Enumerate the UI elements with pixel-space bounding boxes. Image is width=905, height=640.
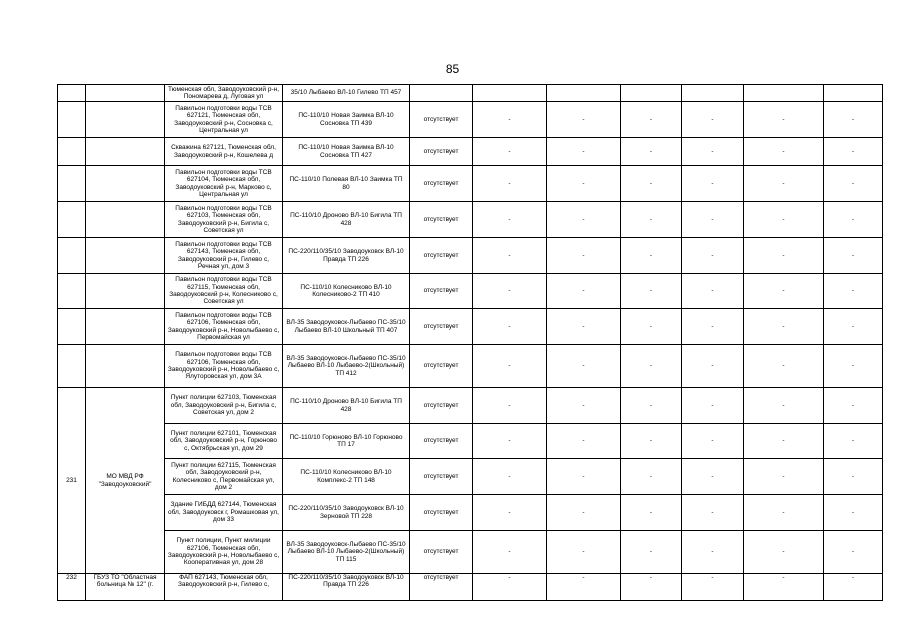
row-number-cell: 232 — [58, 574, 86, 601]
table-row — [58, 202, 883, 238]
organization-cell — [86, 345, 165, 388]
row-number-cell — [58, 138, 86, 166]
value-cell: - — [682, 345, 744, 388]
reserve-source-cell: отсутствует — [410, 459, 473, 495]
reserve-source-cell: отсутствует — [410, 102, 473, 138]
organization-cell — [86, 166, 165, 202]
value-cell: - — [824, 345, 883, 388]
value-cell: - — [621, 424, 682, 459]
power-source-cell: ПС-110/10 Полевая ВЛ-10 Заимка ТП 80 — [283, 166, 410, 202]
value-cell: - — [621, 202, 682, 238]
value-cell: - — [621, 102, 682, 138]
table-row — [58, 531, 883, 574]
value-cell: - — [621, 531, 682, 574]
organization-cell — [86, 309, 165, 345]
value-cell: - — [682, 238, 744, 274]
power-source-cell: ПС-220/110/35/10 Заводоуковск ВЛ-10 Правда ТП 226 — [283, 574, 410, 601]
value-cell: - — [682, 309, 744, 345]
value-cell: - — [682, 424, 744, 459]
object-address-cell: Павильон подготовки воды ТСВ 627103, Тюменская обл, Заводоуковский р-н, Бигила с, Советская ул — [165, 202, 283, 238]
value-cell: - — [744, 202, 824, 238]
value-cell: - — [824, 138, 883, 166]
value-cell: - — [547, 202, 621, 238]
page-number: 85 — [445, 62, 460, 76]
power-source-cell: ВЛ-35 Заводоуковск-Лыбаево ПС-35/10 Лыбаево ВЛ-10 Лыбаево-2(Школьный) ТП 115 — [283, 531, 410, 574]
value-cell: - — [473, 274, 547, 309]
value-cell: - — [621, 166, 682, 202]
value-cell: - — [473, 102, 547, 138]
organization-cell — [86, 102, 165, 138]
power-source-cell: ПС-220/110/35/10 Заводоуковск ВЛ-10 Зерновой ТП 228 — [283, 495, 410, 531]
table-row — [58, 102, 883, 138]
value-cell: - — [744, 531, 824, 574]
value-cell: - — [621, 574, 682, 601]
value-cell: - — [621, 388, 682, 424]
table-row — [58, 309, 883, 345]
value-cell: - — [824, 459, 883, 495]
value-cell — [682, 85, 744, 102]
value-cell: - — [473, 424, 547, 459]
value-cell: - — [621, 495, 682, 531]
data-table — [57, 84, 883, 601]
value-cell: - — [744, 238, 824, 274]
value-cell: - — [744, 274, 824, 309]
object-address-cell: Пункт полиции 627101, Тюменская обл, Заводоуковский р-н, Горюново с, Октябрьская ул, дом 29 — [165, 424, 283, 459]
value-cell: - — [621, 459, 682, 495]
value-cell: - — [682, 574, 744, 601]
reserve-source-cell: отсутствует — [410, 166, 473, 202]
value-cell: - — [547, 238, 621, 274]
value-cell: - — [744, 388, 824, 424]
table-row — [58, 495, 883, 531]
row-number-cell — [58, 345, 86, 388]
value-cell: - — [744, 166, 824, 202]
value-cell: - — [473, 202, 547, 238]
reserve-source-cell: отсутствует — [410, 495, 473, 531]
row-number-cell — [58, 238, 86, 274]
value-cell: - — [473, 309, 547, 345]
power-source-cell: ПС-110/10 Горюново ВЛ-10 Горюново ТП 17 — [283, 424, 410, 459]
object-address-cell: Пункт полиции 627103, Тюменская обл, Заводоуковский р-н, Бигила с, Советская ул, дом 2 — [165, 388, 283, 424]
value-cell: - — [744, 424, 824, 459]
value-cell — [547, 85, 621, 102]
object-address-cell: Павильон подготовки воды ТСВ 627106, Тюменская обл, Заводоуковский р-н, Новолыбаево с, Первомайская ул — [165, 309, 283, 345]
value-cell: - — [473, 574, 547, 601]
value-cell: - — [744, 495, 824, 531]
organization-cell — [86, 202, 165, 238]
value-cell: - — [473, 459, 547, 495]
power-source-cell: ПС-110/10 Дроново ВЛ-10 Бигила ТП 428 — [283, 388, 410, 424]
value-cell: - — [473, 345, 547, 388]
row-number-cell — [58, 166, 86, 202]
value-cell: - — [547, 574, 621, 601]
reserve-source-cell: отсутствует — [410, 274, 473, 309]
value-cell: - — [547, 345, 621, 388]
value-cell — [473, 85, 547, 102]
power-source-cell: 35/10 Лыбаево ВЛ-10 Гилево ТП 457 — [283, 85, 410, 102]
object-address-cell: Павильон подготовки воды ТСВ 627115, Тюменская обл, Заводоуковский р-н, Колесниково с, Советская ул — [165, 274, 283, 309]
value-cell: - — [547, 166, 621, 202]
object-address-cell: Здание ГИБДД 627144, Тюменская обл, Заводоуковск г, Ромашковая ул, дом 33 — [165, 495, 283, 531]
table-row — [58, 388, 883, 424]
value-cell: - — [744, 102, 824, 138]
table-row — [58, 274, 883, 309]
value-cell: - — [682, 459, 744, 495]
value-cell: - — [547, 309, 621, 345]
table-row — [58, 424, 883, 459]
object-address-cell: Пункт полиции, Пункт милиции 627106, Тюменская обл, Заводоуковский р-н, Новолыбаево с, Кооперативная ул, дом 28 — [165, 531, 283, 574]
row-number-cell — [58, 274, 86, 309]
value-cell: - — [547, 388, 621, 424]
table-row — [58, 166, 883, 202]
power-source-cell: ПС-110/10 Колесниково ВЛ-10 Комплекс-2 ТП 148 — [283, 459, 410, 495]
reserve-source-cell: отсутствует — [410, 238, 473, 274]
value-cell: - — [744, 309, 824, 345]
reserve-source-cell: отсутствует — [410, 388, 473, 424]
power-source-cell: ПС-110/10 Новая Заимка ВЛ-10 Сосновка ТП 439 — [283, 102, 410, 138]
row-number-cell: 231 — [58, 388, 86, 574]
value-cell: - — [473, 166, 547, 202]
reserve-source-cell: отсутствует — [410, 138, 473, 166]
table-row — [58, 238, 883, 274]
row-number-cell — [58, 85, 86, 102]
power-source-cell: ПС-110/10 Колесниково ВЛ-10 Колесниково-2 ТП 410 — [283, 274, 410, 309]
value-cell: - — [682, 166, 744, 202]
value-cell: - — [547, 138, 621, 166]
value-cell: - — [682, 274, 744, 309]
organization-cell — [86, 85, 165, 102]
value-cell: - — [824, 531, 883, 574]
organization-cell — [86, 138, 165, 166]
value-cell: - — [547, 459, 621, 495]
value-cell — [744, 85, 824, 102]
power-source-cell: ВЛ-35 Заводоуковск-Лыбаево ПС-35/10 Лыбаево ВЛ-10 Школьный ТП 407 — [283, 309, 410, 345]
value-cell: - — [824, 238, 883, 274]
value-cell: - — [744, 138, 824, 166]
value-cell: - — [473, 238, 547, 274]
value-cell: - — [682, 138, 744, 166]
value-cell: - — [824, 202, 883, 238]
value-cell: - — [621, 309, 682, 345]
object-address-cell: Павильон подготовки воды ТСВ 627106, Тюменская обл, Заводоуковский р-н, Новолыбаево с, Ялуторовская ул, дом 3А — [165, 345, 283, 388]
value-cell: - — [621, 238, 682, 274]
value-cell: - — [744, 345, 824, 388]
organization-cell — [86, 238, 165, 274]
reserve-source-cell: отсутствует — [410, 574, 473, 601]
value-cell: - — [547, 424, 621, 459]
object-address-cell: Павильон подготовки воды ТСВ 627121, Тюменская обл, Заводоуковский р-н, Сосновка с, Центральная ул — [165, 102, 283, 138]
reserve-source-cell: отсутствует — [410, 531, 473, 574]
value-cell: - — [824, 495, 883, 531]
table-row — [58, 459, 883, 495]
value-cell: - — [824, 102, 883, 138]
value-cell: - — [621, 138, 682, 166]
reserve-source-cell: отсутствует — [410, 309, 473, 345]
reserve-source-cell: отсутствует — [410, 202, 473, 238]
power-source-cell: ВЛ-35 Заводоуковск-Лыбаево ПС-35/10 Лыбаево ВЛ-10 Лыбаево-2(Школьный) ТП 412 — [283, 345, 410, 388]
reserve-source-cell: отсутствует — [410, 424, 473, 459]
table-row — [58, 574, 883, 601]
row-number-cell — [58, 202, 86, 238]
object-address-cell: Тюменская обл, Заводоуковский р-н, Пономарева д, Луговая ул — [165, 85, 283, 102]
reserve-source-cell — [410, 85, 473, 102]
object-address-cell: Павильон подготовки воды ТСВ 627143, Тюменская обл, Заводоуковский р-н, Гилево с, Речная ул, дом 3 — [165, 238, 283, 274]
value-cell: - — [473, 388, 547, 424]
value-cell: - — [744, 574, 824, 601]
value-cell: - — [824, 309, 883, 345]
value-cell: - — [547, 102, 621, 138]
object-address-cell: Павильон подготовки воды ТСВ 627104, Тюменская обл, Заводоуковский р-н, Марково с, Центральная ул — [165, 166, 283, 202]
value-cell: - — [621, 345, 682, 388]
row-number-cell — [58, 102, 86, 138]
power-source-cell: ПС-220/110/35/10 Заводоуковск ВЛ-10 Правда ТП 226 — [283, 238, 410, 274]
table-row — [58, 85, 883, 102]
organization-cell: ГБУЗ ТО "Областная больница № 12" (г. — [86, 574, 165, 601]
value-cell: - — [682, 531, 744, 574]
value-cell: - — [744, 459, 824, 495]
power-source-cell: ПС-110/10 Новая Заимка ВЛ-10 Сосновка ТП 427 — [283, 138, 410, 166]
object-address-cell: Пункт полиции 627115, Тюменская обл, Заводоуковский р-н, Колесниково с, Первомайская ул, дом 2 — [165, 459, 283, 495]
organization-cell: МО МВД РФ "Заводоуковский" — [86, 388, 165, 574]
value-cell: - — [824, 388, 883, 424]
value-cell: - — [824, 574, 883, 601]
value-cell: - — [547, 495, 621, 531]
object-address-cell: Скважина 627121, Тюменская обл, Заводоуковский р-н, Кошелева д — [165, 138, 283, 166]
value-cell: - — [473, 495, 547, 531]
value-cell: - — [621, 274, 682, 309]
organization-cell — [86, 274, 165, 309]
value-cell: - — [824, 424, 883, 459]
value-cell: - — [473, 138, 547, 166]
table-row — [58, 138, 883, 166]
value-cell: - — [682, 102, 744, 138]
value-cell: - — [547, 531, 621, 574]
value-cell: - — [473, 531, 547, 574]
value-cell: - — [682, 388, 744, 424]
value-cell: - — [824, 274, 883, 309]
value-cell: - — [824, 166, 883, 202]
power-source-cell: ПС-110/10 Дроново ВЛ-10 Бигила ТП 428 — [283, 202, 410, 238]
value-cell: - — [682, 202, 744, 238]
value-cell — [824, 85, 883, 102]
value-cell: - — [682, 495, 744, 531]
value-cell — [621, 85, 682, 102]
table-row — [58, 345, 883, 388]
object-address-cell: ФАП 627143, Тюменская обл, Заводоуковский р-н, Гилево с, — [165, 574, 283, 601]
row-number-cell — [58, 309, 86, 345]
value-cell: - — [547, 274, 621, 309]
reserve-source-cell: отсутствует — [410, 345, 473, 388]
